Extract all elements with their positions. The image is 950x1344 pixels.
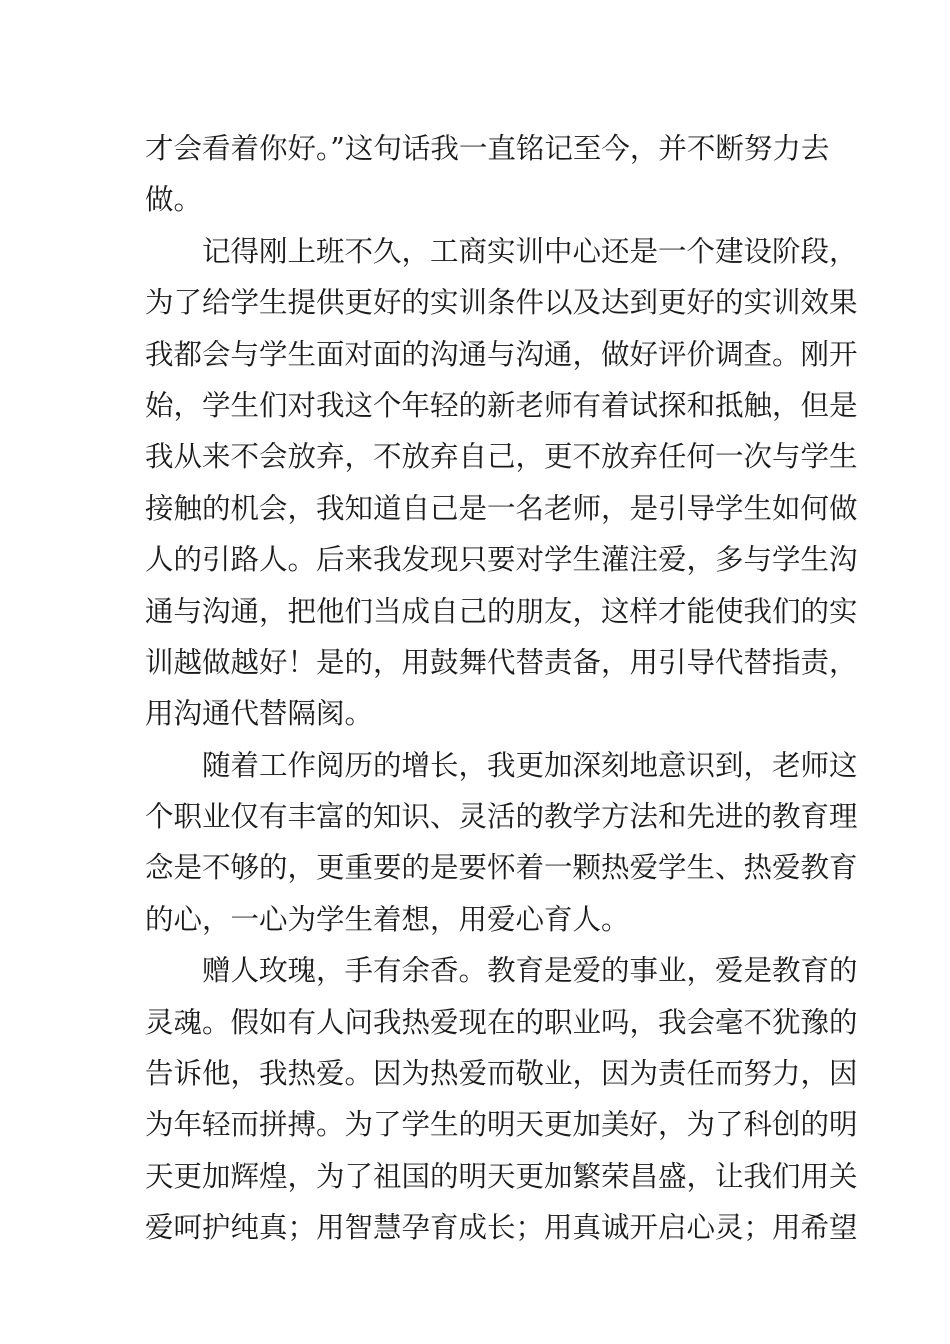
text-line: 我从来不会放弃，不放弃自己，更不放弃任何一次与学生	[145, 440, 858, 474]
text-line: 赠人玫瑰，手有余香。教育是爱的事业，爱是教育的	[202, 954, 858, 988]
text-line: 为了给学生提供更好的实训条件以及达到更好的实训效果	[145, 286, 858, 320]
text-line: 用沟通代替隔阂。	[145, 697, 374, 731]
text-line: 随着工作阅历的增长，我更加深刻地意识到，老师这	[202, 748, 858, 782]
text-line: 为年轻而拼搏。为了学生的明天更加美好，为了科创的明	[145, 1108, 858, 1142]
text-line: 人的引路人。后来我发现只要对学生灌注爱，多与学生沟	[145, 543, 858, 577]
text-line: 通与沟通，把他们当成自己的朋友，这样才能使我们的实	[145, 594, 858, 628]
text-line: 个职业仅有丰富的知识、灵活的教学方法和先进的教育理	[145, 800, 858, 834]
text-line: 爱呵护纯真；用智慧孕育成长；用真诚开启心灵；用希望	[145, 1211, 858, 1245]
text-line: 天更加辉煌，为了祖国的明天更加繁荣昌盛，让我们用关	[145, 1159, 858, 1193]
body-text	[145, 123, 858, 1254]
text-line: 接触的机会，我知道自己是一名老师，是引导学生如何做	[145, 491, 858, 525]
text-line: 的心，一心为学生着想，用爱心育人。	[145, 902, 630, 936]
text-line: 灵魂。假如有人问我热爱现在的职业吗，我会毫不犹豫的	[145, 1005, 858, 1039]
text-line: 训越做越好！是的，用鼓舞代替责备，用引导代替指责，	[145, 645, 858, 679]
text-line: 念是不够的，更重要的是要怀着一颗热爱学生、热爱教育	[145, 851, 858, 885]
text-line: 告诉他，我热爱。因为热爱而敬业，因为责任而努力，因	[145, 1057, 858, 1091]
text-line: 始，学生们对我这个年轻的新老师有着试探和抵触，但是	[145, 388, 858, 422]
text-line: 才会看着你好。”这句话我一直铭记至今，并不断努力去	[145, 132, 830, 165]
text-line: 我都会与学生面对面的沟通与沟通，做好评价调查。刚开	[145, 337, 858, 371]
text-line: 记得刚上班不久，工商实训中心还是一个建设阶段，	[202, 234, 858, 268]
text-line: 做。	[145, 183, 203, 217]
